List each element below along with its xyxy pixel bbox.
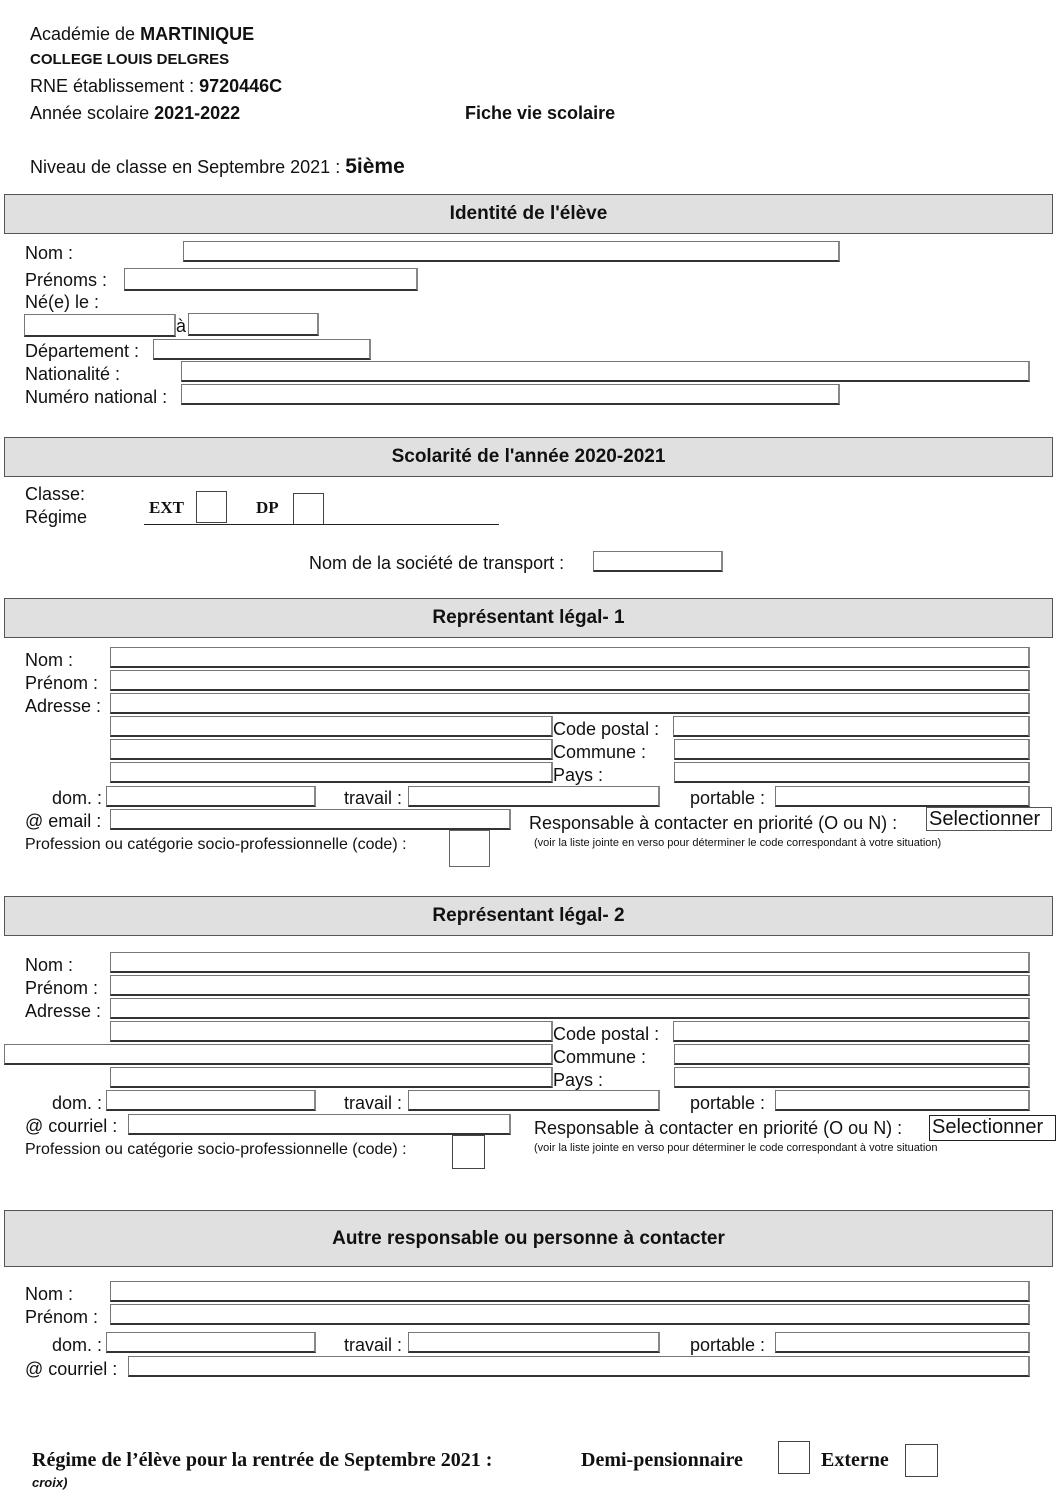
rep1-label-email: @ email : xyxy=(25,811,102,831)
rne-value: 9720446C xyxy=(199,76,283,96)
numero-national-field[interactable] xyxy=(181,384,840,405)
rep2-priorite-select[interactable]: Selectionner xyxy=(929,1115,1056,1141)
label-transport: Nom de la société de transport : xyxy=(309,553,565,573)
rep2-label-priorite: Responsable à contacter en priorité (O ou N) : xyxy=(534,1118,903,1138)
label-nom: Nom : xyxy=(25,243,74,263)
rep2-label-pays: Pays : xyxy=(553,1070,604,1090)
label-ne-le: Né(e) le : xyxy=(25,292,100,312)
rep2-prenom-field[interactable] xyxy=(110,975,1030,996)
autre-prenom-field[interactable] xyxy=(110,1304,1030,1325)
ext-checkbox[interactable] xyxy=(196,491,227,523)
rep2-nom-field[interactable] xyxy=(110,952,1030,973)
externe-checkbox[interactable] xyxy=(905,1444,938,1477)
niveau-label: Niveau de classe en Septembre 2021 : xyxy=(30,157,346,177)
section-header-identite: Identité de l'élève xyxy=(4,194,1053,234)
rep2-email-field[interactable] xyxy=(128,1114,511,1135)
rep1-adresse4-field[interactable] xyxy=(110,762,553,783)
fiche-title: Fiche vie scolaire xyxy=(465,103,616,123)
rep1-adresse2-field[interactable] xyxy=(110,716,553,737)
rne xyxy=(30,76,282,96)
rep2-travail-field[interactable] xyxy=(408,1090,660,1111)
rep2-label-adresse: Adresse : xyxy=(25,1001,102,1021)
label-a: à xyxy=(176,316,187,336)
footer-regime-label: Régime de l’élève pour la rentrée de Septembre 2021 : xyxy=(32,1449,493,1471)
regime-underline xyxy=(144,524,499,525)
footer-label-externe: Externe xyxy=(821,1449,889,1471)
footer-croix: croix) xyxy=(32,1475,68,1490)
rep1-portable-field[interactable] xyxy=(775,786,1030,807)
rep2-portable-field[interactable] xyxy=(775,1090,1030,1111)
rep2-label-travail: travail : xyxy=(344,1093,403,1113)
rep2-label-portable: portable : xyxy=(690,1093,766,1113)
label-nationalite: Nationalité : xyxy=(25,364,121,384)
rep1-priorite-select[interactable]: Selectionner xyxy=(926,807,1052,831)
label-regime: Régime xyxy=(25,507,88,527)
rep2-adresse2-field[interactable] xyxy=(110,1021,553,1042)
departement-field[interactable] xyxy=(153,339,371,360)
rep1-profession-field[interactable] xyxy=(449,830,490,867)
nationalite-field[interactable] xyxy=(181,361,1030,382)
rep2-adresse-field[interactable] xyxy=(110,998,1030,1019)
rep2-label-dom: dom. : xyxy=(52,1093,103,1113)
rep1-email-field[interactable] xyxy=(110,809,511,830)
nom-field[interactable] xyxy=(183,241,840,262)
autre-dom-field[interactable] xyxy=(106,1332,316,1353)
autre-portable-field[interactable] xyxy=(775,1332,1030,1353)
rep2-commune-field[interactable] xyxy=(674,1044,1030,1065)
academie-name: MARTINIQUE xyxy=(140,24,255,44)
college-name: COLLEGE LOUIS DELGRES xyxy=(30,51,230,68)
label-departement: Département : xyxy=(25,341,140,361)
academie xyxy=(30,24,254,44)
footer-label-demi: Demi-pensionnaire xyxy=(581,1449,743,1471)
autre-label-nom: Nom : xyxy=(25,1284,74,1304)
rep1-label-profession: Profession ou catégorie socio-professionnelle (code) : xyxy=(25,836,407,853)
rep1-label-adresse: Adresse : xyxy=(25,696,102,716)
annee-label: Année scolaire xyxy=(30,103,155,123)
rep1-label-nom: Nom : xyxy=(25,650,74,670)
rep2-code-postal-field[interactable] xyxy=(673,1021,1030,1042)
label-dp: DP xyxy=(256,498,279,517)
section-header-scolarite: Scolarité de l'année 2020-2021 xyxy=(4,437,1053,477)
section-header-autre: Autre responsable ou personne à contacter xyxy=(4,1210,1053,1267)
rep1-note: (voir la liste jointe en verso pour déterminer le code correspondant à votre situation) xyxy=(534,837,942,849)
rep2-label-nom: Nom : xyxy=(25,955,74,975)
autre-nom-field[interactable] xyxy=(110,1281,1030,1302)
autre-label-dom: dom. : xyxy=(52,1335,103,1355)
rep2-label-prenom: Prénom : xyxy=(25,978,99,998)
autre-label-email: @ courriel : xyxy=(25,1359,118,1379)
rep1-commune-field[interactable] xyxy=(674,739,1030,760)
label-numero-national: Numéro national : xyxy=(25,387,168,407)
date-naissance-field[interactable] xyxy=(24,314,176,337)
rep1-prenom-field[interactable] xyxy=(110,670,1030,691)
label-prenoms: Prénoms : xyxy=(25,270,108,290)
transport-field[interactable] xyxy=(593,551,723,572)
rep1-label-portable: portable : xyxy=(690,788,766,808)
rep1-label-pays: Pays : xyxy=(553,765,604,785)
rep2-label-commune: Commune : xyxy=(553,1047,647,1067)
academie-prefix: Académie de xyxy=(30,24,141,44)
autre-travail-field[interactable] xyxy=(408,1332,660,1353)
rep1-travail-field[interactable] xyxy=(408,786,660,807)
dp-checkbox[interactable] xyxy=(293,493,324,525)
autre-label-travail: travail : xyxy=(344,1335,403,1355)
rep2-note: (voir la liste jointe en verso pour déterminer le code correspondant à votre situation xyxy=(534,1142,938,1154)
autre-label-portable: portable : xyxy=(690,1335,766,1355)
niveau-value: 5ième xyxy=(345,155,405,178)
demi-pensionnaire-checkbox[interactable] xyxy=(778,1441,810,1474)
prenoms-field[interactable] xyxy=(124,268,418,291)
rep1-pays-field[interactable] xyxy=(674,762,1030,783)
annee-scolaire xyxy=(30,103,240,123)
rep1-label-commune: Commune : xyxy=(553,742,647,762)
rep2-label-profession: Profession ou catégorie socio-professionnelle (code) : xyxy=(25,1141,407,1158)
lieu-naissance-field[interactable] xyxy=(188,313,319,336)
rep2-dom-field[interactable] xyxy=(106,1090,316,1111)
label-ext: EXT xyxy=(149,498,184,517)
rep2-label-email: @ courriel : xyxy=(25,1116,118,1136)
rep1-label-priorite: Responsable à contacter en priorité (O ou N) : xyxy=(529,813,898,833)
rep1-label-code-postal: Code postal : xyxy=(553,719,660,739)
rep2-adresse4-field[interactable] xyxy=(110,1067,553,1088)
autre-label-prenom: Prénom : xyxy=(25,1307,99,1327)
rep1-nom-field[interactable] xyxy=(110,647,1030,668)
autre-email-field[interactable] xyxy=(128,1356,1030,1377)
rep2-pays-field[interactable] xyxy=(674,1067,1030,1088)
rep1-code-postal-field[interactable] xyxy=(673,716,1030,737)
rne-label: RNE établissement : xyxy=(30,76,200,96)
rep2-label-code-postal: Code postal : xyxy=(553,1024,660,1044)
rep1-dom-field[interactable] xyxy=(106,786,316,807)
label-classe: Classe: xyxy=(25,484,86,504)
rep1-adresse3-field[interactable] xyxy=(110,739,553,760)
rep2-adresse3-field[interactable] xyxy=(4,1044,553,1065)
niveau-classe xyxy=(30,157,405,177)
rep1-label-prenom: Prénom : xyxy=(25,673,99,693)
rep2-profession-field[interactable] xyxy=(452,1135,485,1169)
rep1-label-dom: dom. : xyxy=(52,788,103,808)
rep1-label-travail: travail : xyxy=(344,788,403,808)
rep1-adresse-field[interactable] xyxy=(110,693,1030,714)
annee-value: 2021-2022 xyxy=(154,103,241,123)
section-header-rep2: Représentant légal- 2 xyxy=(4,896,1053,936)
section-header-rep1: Représentant légal- 1 xyxy=(4,598,1053,638)
